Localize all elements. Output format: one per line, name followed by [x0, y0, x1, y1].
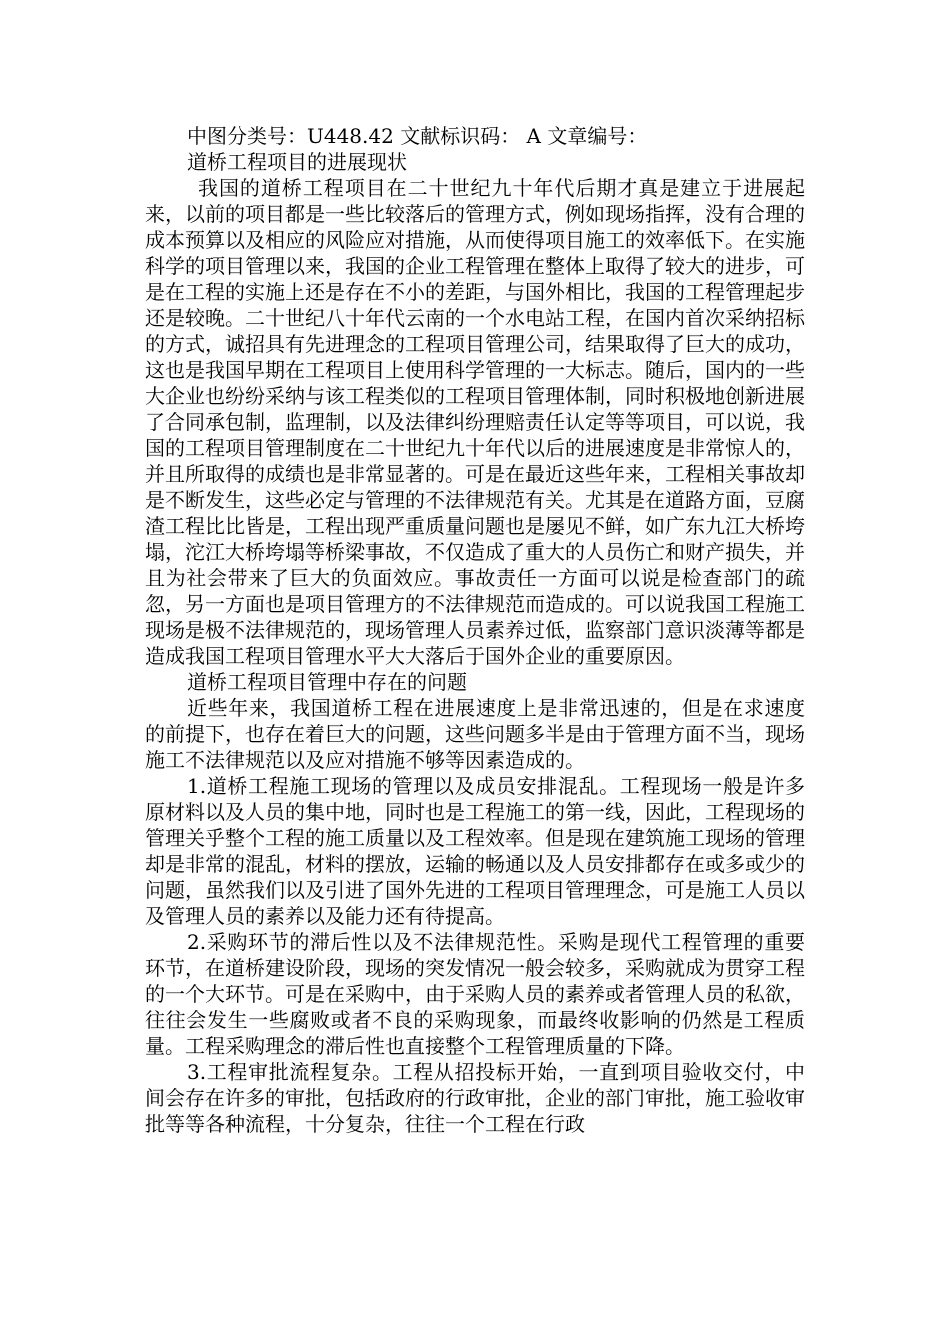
document-page	[145, 123, 805, 1137]
paragraph-problem-2-procurement: 2.采购环节的滞后性以及不法律规范性。采购是现代工程管理的重要环节，在道桥建设阶段，现场的突发情况一般会较多，采购就成为贯穿工程的一个大环节。可是在采购中，由于采购人员的素养或者管理人员的私欲，往往会发生一些腐败或者不良的采购现象，而最终收影响的仍然是工程质量。工程采购理念的滞后性也直接整个工程管理质量的下降。	[145, 930, 805, 1058]
section-heading-status: 道桥工程项目的进展现状	[187, 150, 407, 174]
paragraph-status-body: 我国的道桥工程项目在二十世纪九十年代后期才真是建立于进展起来，以前的项目都是一些比较落后的管理方式，例如现场指挥，没有合理的成本预算以及相应的风险应对措施，从而使得项目施工的效率低下。在实施科学的项目管理以来，我国的企业工程管理在整体上取得了较大的进步，可是在工程的实施上还是存在不小的差距，与国外相比，我国的工程管理起步还是较晚。二十世纪八十年代云南的一个水电站工程，在国内首次采纳招标的方式，诚招具有先进理念的工程项目管理公司，结果取得了巨大的成功，这也是我国早期在工程项目上使用科学管理的一大标志。随后，国内的一些大企业也纷纷采纳与该工程类似的工程项目管理体制，同时积极地创新进展了合同承包制，监理制，以及法律纠纷理赔责任认定等等项目，可以说，我国的工程项目管理制度在二十世纪九十年代以后的进展速度是非常惊人的，并且所取得的成绩也是非常显著的。可是在最近这些年来，工程相关事故却是不断发生，这些必定与管理的不法律规范有关。尤其是在道路方面，豆腐渣工程比比皆是，工程出现严重质量问题也是屡见不鲜，如广东九江大桥垮塌，沱江大桥垮塌等桥梁事故，不仅造成了重大的人员伤亡和财产损失，并且为社会带来了巨大的负面效应。事故责任一方面可以说是检查部门的疏忽，另一方面也是项目管理方的不法律规范而造成的。可以说我国工程施工现场是极不法律规范的，现场管理人员素养过低，监察部门意识淡薄等都是造成我国工程项目管理水平大大落后于国外企业的重要原因。	[145, 176, 805, 668]
section-heading-problems: 道桥工程项目管理中存在的问题	[187, 670, 467, 694]
paragraph-problem-3-approval: 3.工程审批流程复杂。工程从招投标开始，一直到项目验收交付，中间会存在许多的审批，包括政府的行政审批，企业的部门审批，施工验收审批等等各种流程，十分复杂，往往一个工程在行政	[145, 1060, 805, 1136]
paragraph-problem-1-site-management: 1.道桥工程施工现场的管理以及成员安排混乱。工程现场一般是许多原材料以及人员的集中地，同时也是工程施工的第一线，因此，工程现场的管理关乎整个工程的施工质量以及工程效率。但是现在建筑施工现场的管理却是非常的混乱，材料的摆放，运输的畅通以及人员安排都存在或多或少的问题，虽然我们以及引进了国外先进的工程项目管理理念，可是施工人员以及管理人员的素养以及能力还有待提高。	[145, 774, 805, 928]
paragraph-problems-intro: 近些年来，我国道桥工程在进展速度上是非常迅速的，但是在求速度的前提下，也存在着巨大的问题，这些问题多半是由于管理方面不当，现场施工不法律规范以及应对措施不够等因素造成的。	[145, 696, 805, 772]
classification-meta-line: 中图分类号：U448.42 文献标识码： A 文章编号：	[187, 124, 648, 148]
